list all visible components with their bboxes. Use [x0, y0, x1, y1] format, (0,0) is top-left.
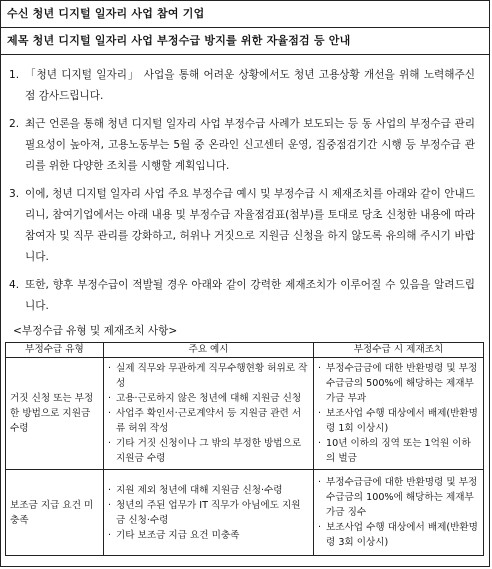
examples-cell — [104, 470, 314, 556]
example-item: · 기타 보조금 지급 요건 미충족 — [108, 528, 309, 543]
sanction-item: · 부정수급금에 대한 반환명령 및 부정수급금의 500%에 해당하는 제재부가금 부과 — [318, 361, 479, 406]
paragraph-text: 최근 언론을 통해 청년 디지털 일자리 사업 부정수급 사례가 보도되는 등 동 사업의 부정수급 관리 필요성이 높아져, 고용노동부는 5월 중 온라인 신고센터 운영, 집중점검기간 시행 등 부정수급 관리를 위한 다양한 조치를 시행할 계획입니다. — [25, 118, 475, 172]
table-subheading: <부정수급 유형 및 제재조치 사항> — [13, 325, 178, 337]
paragraph — [9, 114, 475, 177]
example-item: · 실제 직무와 무관하게 직무수행현황 허위로 작성 — [108, 361, 309, 391]
subject-line: 제목 청년 디지털 일자리 사업 부정수급 방지를 위한 자율점검 등 안내 — [1, 27, 489, 54]
recipient-line: 수신 청년 디지털 일자리 사업 참여 기업 — [7, 7, 205, 20]
paragraph-number: 2. — [9, 118, 20, 130]
paragraph-number: 4. — [9, 279, 20, 291]
table-row — [6, 470, 484, 556]
example-item: · 기타 거짓 신청이나 그 밖의 부정한 방법으로 지원금 수령 — [108, 436, 309, 466]
body-paragraphs — [1, 55, 489, 317]
sanctions-cell — [314, 358, 484, 470]
paragraph-text: 이에, 청년 디지털 일자리 사업 주요 부정수급 예시 및 부정수급 시 제재조치를 아래와 같이 안내드리니, 참여기업에서는 아래 내용 및 부정수급 자율점검표(첨부)를 토대로 당초 신청한 내용에 따라 참여자 및 직무 관리를 강화하고, 허위나 거짓으로 지원금 신청을 하지 않도록 유의해 주시기 바랍니다. — [25, 188, 475, 263]
column-header: 주요 예시 — [104, 343, 314, 358]
example-item: · 고용·근로하지 않은 청년에 대해 지원금 신청 — [108, 391, 309, 406]
violation-type: 거짓 신청 또는 부정한 방법으로 지원금 수령 — [6, 358, 104, 470]
document-header — [1, 1, 489, 55]
example-item: · 청년의 주된 업무가 IT 직무가 아님에도 지원금 신청·수령 — [108, 498, 309, 528]
violation-type: 보조금 지급 요건 미충족 — [6, 470, 104, 556]
paragraph — [9, 275, 475, 317]
table-row — [6, 358, 484, 470]
paragraph-number: 3. — [9, 188, 20, 200]
paragraph — [9, 184, 475, 268]
table-header-row — [6, 343, 484, 358]
sanctions-cell — [314, 470, 484, 556]
example-item: · 사업주 확인서·근로계약서 등 지원금 관련 서류 허위 작성 — [108, 406, 309, 436]
paragraph-text: 「청년 디지털 일자리」 사업을 통해 어려운 상황에서도 청년 고용상황 개선을 위해 노력해주신 점 감사드립니다. — [25, 69, 475, 102]
sanction-item: · 보조사업 수행 대상에서 배제(반환명령 3회 이상시) — [318, 520, 479, 550]
example-item: · 지원 제외 청년에 대해 지원금 신청·수령 — [108, 483, 309, 498]
sanction-item: · 보조사업 수행 대상에서 배제(반환명령 1회 이상시) — [318, 406, 479, 436]
examples-cell — [104, 358, 314, 470]
sanction-item: · 10년 이하의 징역 또는 1억원 이하의 벌금 — [318, 436, 479, 466]
paragraph-text: 또한, 향후 부정수급이 적발될 경우 아래와 같이 강력한 제재조치가 이루어질 수 있음을 알려드립니다. — [25, 279, 475, 312]
paragraph — [9, 65, 475, 107]
paragraph-number: 1. — [9, 69, 20, 81]
sanction-item: · 부정수급금에 대한 반환명령 및 부정수급금의 100%에 해당하는 제재부가금 징수 — [318, 475, 479, 520]
sanction-table — [5, 342, 484, 556]
column-header: 부정수급 유형 — [6, 343, 104, 358]
column-header: 부정수급 시 제재조치 — [314, 343, 484, 358]
